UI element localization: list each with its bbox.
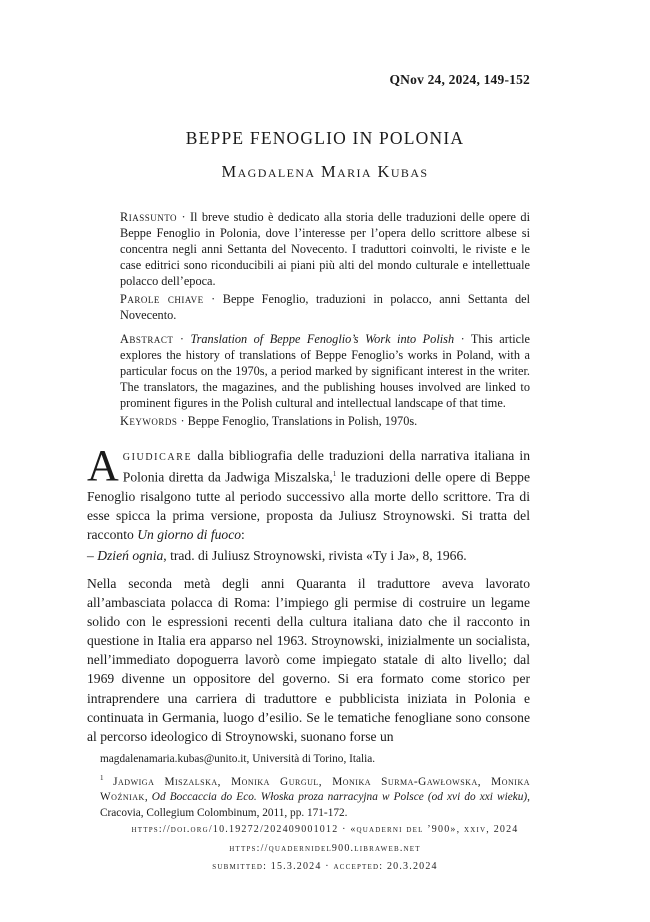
riassunto-paragraph <box>120 210 530 290</box>
riassunto-text: · Il breve studio è dedicato alla storia delle traduzioni delle opere di Beppe Fenoglio in Polonia, dove l’interesse per l’opera dello scrittore albese si concentra negli anni Settanta del Novecento. I traduttori coinvolti, le riviste e le case editrici sono riconducibili ai piani più alti del mondo culturale e intellettuale polacco dell’epoca. <box>120 210 530 288</box>
abstract-sep: · <box>173 332 191 346</box>
contact-note: magdalenamaria.kubas@unito.it, Università di Torino, Italia. <box>100 753 376 765</box>
body-paragraph-1 <box>87 441 530 544</box>
footnote-number: 1 <box>100 774 104 782</box>
p1-text-b: le traduzioni delle opere di Beppe Fenoglio risalgono tutte al periodo successivo alla morte dello scrittore. Tra di esse spicca la prima versione, proposta da Juliusz Stroynowski. Si tratta del racconto <box>87 469 530 542</box>
abstract-text: · This article explores the history of translations of Beppe Fenoglio’s works in Poland, with a particular focus on the 1970s, a period marked by significant interest in the writer. The translators, the magazines, and the publishing houses involved are linked to prominent figures in the Polish cultural and intellectual landscape of that time. <box>120 332 530 410</box>
journal-reference: QNov 24, 2024, 149-152 <box>389 72 530 87</box>
p1-end: : <box>241 526 245 542</box>
footnote-sep: , <box>144 791 152 804</box>
cited-title: Dzień ognia <box>97 548 164 563</box>
journal-website-link[interactable]: https://quadernidel900.libraweb.net <box>229 843 421 854</box>
article-title: BEPPE FENOGLIO IN POLONIA <box>185 128 465 148</box>
abstract-paragraph <box>120 332 530 412</box>
lead-in: giudicare <box>122 448 193 463</box>
cited-translation <box>87 546 530 565</box>
keywords-text: · Beppe Fenoglio, Translations in Polish, 1970s. <box>177 414 418 428</box>
article-author: Magdalena Maria Kubas <box>221 162 429 181</box>
abstract-label: Abstract <box>120 332 174 346</box>
submission-dates: submitted: 15.3.2024 · accepted: 20.3.2024 <box>212 861 438 872</box>
keywords-label: Keywords <box>120 414 178 428</box>
doi-link[interactable]: https://doi.org/10.19272/202409001012 · «quaderni del ’900», xxiv, 2024 <box>131 824 519 835</box>
p1-text-a: dalla bibliografia delle traduzioni della narrativa italiana in Polonia diretta da Jadwiga Miszalska, <box>122 448 530 485</box>
parole-chiave-label: Parole chiave <box>120 292 204 306</box>
footnote-rest: , Cracovia, Collegium Colombinum, 2011, pp. 171-172. <box>100 791 530 819</box>
footnote-ref-1[interactable]: 1 <box>332 470 337 479</box>
footnote-1 <box>100 771 530 822</box>
cited-dash: – <box>87 548 98 563</box>
footnote-authors: Jadwiga Miszalska, Monika Gurgul, Monika Surma-Gawłowska, Monika Woźniak <box>100 775 530 804</box>
abstract-title: Translation of Beppe Fenoglio’s Work into Polish <box>190 332 455 346</box>
parole-chiave-paragraph <box>120 292 530 324</box>
keywords-paragraph <box>120 414 530 430</box>
cited-details: , trad. di Juliusz Stroynowski, rivista «Ty i Ja», 8, 1966. <box>163 548 467 563</box>
riassunto-label: Riassunto <box>120 210 178 224</box>
body-paragraph-2: Nella seconda metà degli anni Quaranta il traduttore aveva lavorato all’ambasciata polacca di Roma: l’impiego gli permise di costruire un legame solido con le espressioni recenti della cultura italiana dato che il racconto in questione in Italia era apparso nel 1963. Stroynowski, inizialmente un socialista, nell’immediato dopoguerra lavorò come impiegato statale di alto livello; dal 1969 divenne un oppositore del governo. Si era formato come storico per intraprendere una carriera di traduttore e pubblicista iniziata in Polonia e continuata in Germania, luogo d’esilio. Se le tematiche fenogliane sono consone al percorso ideologico di Stroynowski, suonano forse un <box>87 576 530 744</box>
parole-chiave-text: · Beppe Fenoglio, traduzioni in polacco, anni Settanta del Novecento. <box>120 292 530 322</box>
p1-italic-title: Un giorno di fuoco <box>137 526 242 542</box>
drop-cap: A <box>87 441 119 490</box>
footnote-book-title: Od Boccaccia do Eco. Włoska proza narracyjna w Polsce (od xvi do xxi wieku) <box>151 791 528 804</box>
